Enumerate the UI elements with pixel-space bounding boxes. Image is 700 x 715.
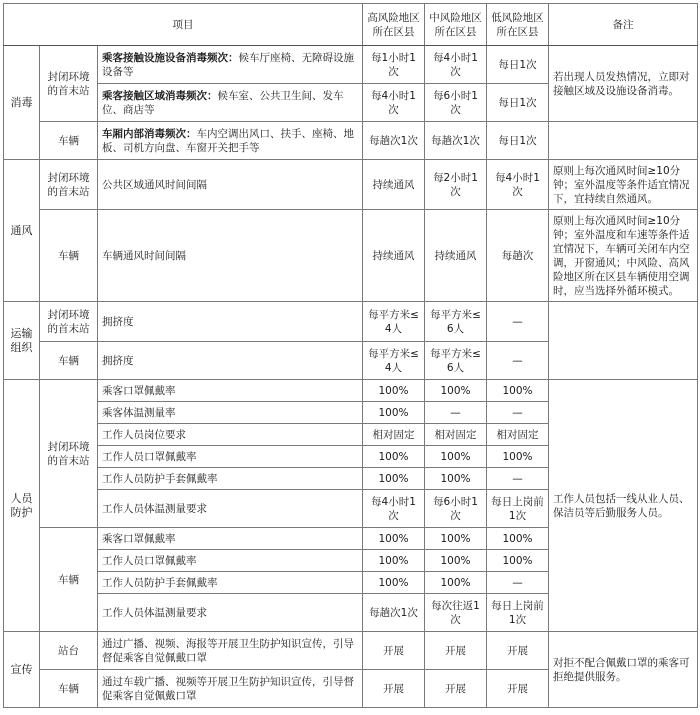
value-low: 每日1次	[487, 84, 549, 122]
item-text: 候车室、公共卫生间、发车位、商店等	[102, 89, 344, 116]
value-low: 每4小时1次	[487, 160, 549, 210]
category-ventilation: 通风	[4, 160, 40, 302]
value-low: —	[487, 572, 549, 594]
item-cell: 工作人员口罩佩戴率	[98, 446, 363, 468]
item-cell: 乘客口罩佩戴率	[98, 380, 363, 402]
value-high: 每平方米≤4人	[363, 302, 425, 342]
item-cell: 工作人员防护手套佩戴率	[98, 572, 363, 594]
table-row	[4, 122, 698, 160]
value-mid: 100%	[425, 446, 487, 468]
header-mid-risk: 中风险地区所在区县	[425, 4, 487, 46]
category-publicity: 宣传	[4, 632, 40, 708]
value-mid: 每6小时1次	[425, 84, 487, 122]
value-mid: 相对固定	[425, 424, 487, 446]
value-high: 100%	[363, 446, 425, 468]
item-cell	[98, 46, 363, 84]
item-cell: 工作人员体温测量要求	[98, 594, 363, 632]
subcategory-station: 封闭环境的首末站	[40, 46, 98, 122]
item-cell: 乘客口罩佩戴率	[98, 528, 363, 550]
value-mid: 每平方米≤6人	[425, 302, 487, 342]
header-item: 项目	[4, 4, 363, 46]
value-mid: 100%	[425, 468, 487, 490]
value-low: 每日上岗前1次	[487, 490, 549, 528]
table-row	[4, 160, 698, 210]
value-low: —	[487, 342, 549, 380]
note-cell: 若出现人员发热情况，立即对接触区域及设施设备消毒。	[549, 46, 698, 122]
item-cell: 拥挤度	[98, 302, 363, 342]
value-high: 100%	[363, 402, 425, 424]
value-mid: 100%	[425, 528, 487, 550]
item-cell: 通过车载广播、视频等开展卫生防护知识宣传，引导督促乘客自觉佩戴口罩	[98, 670, 363, 708]
value-high: 每平方米≤4人	[363, 342, 425, 380]
header-row	[4, 4, 698, 46]
item-cell: 工作人员口罩佩戴率	[98, 550, 363, 572]
value-high: 每趟次1次	[363, 594, 425, 632]
value-mid: 持续通风	[425, 210, 487, 302]
note-cell: 原则上每次通风时间≥10分钟；室外温度和车速等条件适宜情况下，车辆可关闭车内空调，开窗通风；中风险、高风险地区所在区县车辆使用空调时，应当选择外循环模式。	[549, 210, 698, 302]
item-bold: 乘客接触区域消毒频次：	[102, 89, 218, 102]
value-low: 开展	[487, 670, 549, 708]
note-cell: 工作人员包括一线从业人员、保洁员等后勤服务人员。	[549, 380, 698, 632]
value-low: 每日上岗前1次	[487, 594, 549, 632]
value-low: —	[487, 468, 549, 490]
subcategory-vehicle: 车辆	[40, 670, 98, 708]
subcategory-station: 封闭环境的首末站	[40, 160, 98, 210]
note-cell: 对拒不配合佩戴口罩的乘客可拒绝提供服务。	[549, 632, 698, 708]
item-text: 候车厅座椅、无障碍设施设备等	[102, 51, 354, 78]
value-high: 100%	[363, 380, 425, 402]
header-note: 备注	[549, 4, 698, 46]
value-low: —	[487, 402, 549, 424]
item-cell: 工作人员岗位要求	[98, 424, 363, 446]
item-bold: 乘客接触设施设备消毒频次：	[102, 51, 239, 64]
value-high: 开展	[363, 632, 425, 670]
value-mid: 每2小时1次	[425, 160, 487, 210]
item-text: 车内空调出风口、扶手、座椅、地板、司机方向盘、车窗开关把手等	[102, 127, 354, 154]
item-cell: 工作人员防护手套佩戴率	[98, 468, 363, 490]
value-low: 100%	[487, 528, 549, 550]
value-high: 相对固定	[363, 424, 425, 446]
value-high: 每1小时1次	[363, 46, 425, 84]
value-mid: 100%	[425, 572, 487, 594]
category-disinfect: 消毒	[4, 46, 40, 160]
item-cell	[98, 122, 363, 160]
value-low: 100%	[487, 550, 549, 572]
subcategory-vehicle: 车辆	[40, 528, 98, 632]
item-cell: 公共区域通风时间间隔	[98, 160, 363, 210]
category-protection: 人员防护	[4, 380, 40, 632]
table-row	[4, 46, 698, 84]
table-row	[4, 302, 698, 342]
subcategory-station: 封闭环境的首末站	[40, 302, 98, 342]
value-mid: 每平方米≤6人	[425, 342, 487, 380]
value-high: 每4小时1次	[363, 490, 425, 528]
value-low: 100%	[487, 446, 549, 468]
value-high: 持续通风	[363, 160, 425, 210]
table-row	[4, 380, 698, 402]
subcategory-vehicle: 车辆	[40, 122, 98, 160]
value-mid: 每6小时1次	[425, 490, 487, 528]
note-cell	[549, 302, 698, 380]
subcategory-platform: 站台	[40, 632, 98, 670]
item-bold: 车厢内部消毒频次：	[102, 127, 197, 140]
value-low: 100%	[487, 380, 549, 402]
value-low: 每日1次	[487, 46, 549, 84]
value-high: 每趟次1次	[363, 122, 425, 160]
value-high: 开展	[363, 670, 425, 708]
value-low: 每趟次	[487, 210, 549, 302]
subcategory-station: 封闭环境的首末站	[40, 380, 98, 528]
item-cell: 车辆通风时间间隔	[98, 210, 363, 302]
note-cell: 原则上每次通风时间≥10分钟；室外温度等条件适宜情况下，宜持续自然通风。	[549, 160, 698, 210]
value-mid: —	[425, 402, 487, 424]
value-mid: 100%	[425, 380, 487, 402]
category-transport: 运输组织	[4, 302, 40, 380]
value-high: 100%	[363, 528, 425, 550]
value-high: 持续通风	[363, 210, 425, 302]
value-low: 相对固定	[487, 424, 549, 446]
header-high-risk: 高风险地区所在区县	[363, 4, 425, 46]
value-low: 每日1次	[487, 122, 549, 160]
value-high: 100%	[363, 550, 425, 572]
item-cell: 乘客体温测量率	[98, 402, 363, 424]
table-row	[4, 632, 698, 670]
value-mid: 每4小时1次	[425, 46, 487, 84]
item-cell	[98, 84, 363, 122]
item-cell: 通过广播、视频、海报等开展卫生防护知识宣传，引导督促乘客自觉佩戴口罩	[98, 632, 363, 670]
subcategory-vehicle: 车辆	[40, 210, 98, 302]
value-high: 每4小时1次	[363, 84, 425, 122]
value-mid: 开展	[425, 670, 487, 708]
value-low: 开展	[487, 632, 549, 670]
value-mid: 每趟次1次	[425, 122, 487, 160]
table-row	[4, 210, 698, 302]
epidemic-prevention-table	[3, 3, 698, 708]
note-cell	[549, 122, 698, 160]
value-mid: 开展	[425, 632, 487, 670]
value-mid: 100%	[425, 550, 487, 572]
subcategory-vehicle: 车辆	[40, 342, 98, 380]
value-high: 100%	[363, 572, 425, 594]
item-cell: 拥挤度	[98, 342, 363, 380]
item-cell: 工作人员体温测量要求	[98, 490, 363, 528]
value-low: —	[487, 302, 549, 342]
value-mid: 每次往返1次	[425, 594, 487, 632]
header-low-risk: 低风险地区所在区县	[487, 4, 549, 46]
value-high: 100%	[363, 468, 425, 490]
